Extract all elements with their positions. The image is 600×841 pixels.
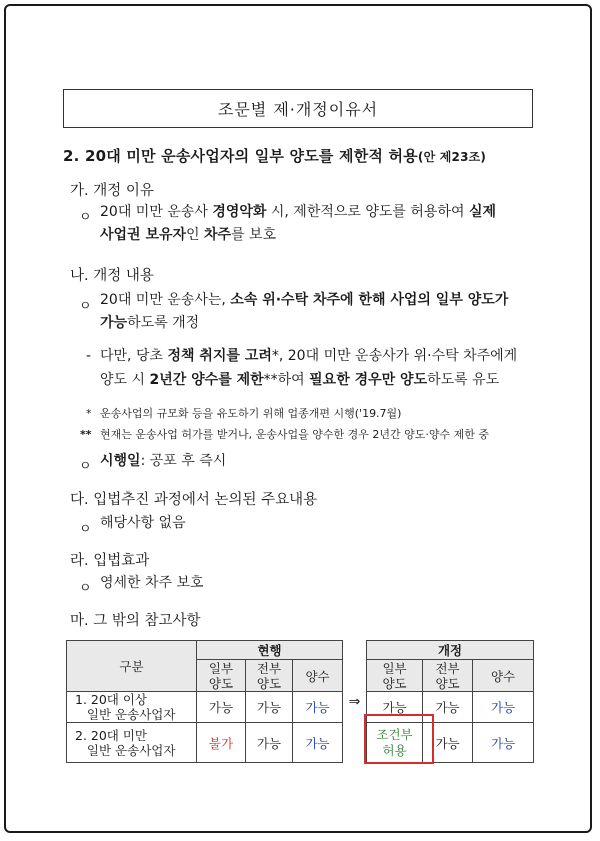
na-line-2: 가능하도록 개정 (100, 315, 200, 331)
da-line: 해당사항 없음 (100, 515, 186, 531)
footnote-1: * 운송사업의 규모화 등을 유도하기 위해 업종개편 시행('19.7월) (86, 407, 402, 420)
bullet-marker: ㅇ (79, 210, 92, 225)
ra-line: 영세한 차주 보호 (100, 575, 204, 591)
cell-value: 가능 (246, 723, 293, 763)
cell-value-highlighted: 조건부 허용 (367, 723, 423, 763)
row-label: 2. 20대 미만 일반 운송사업자 (67, 723, 197, 763)
bullet-marker: ㅇ (79, 522, 92, 537)
cell-value: 가능 (473, 723, 534, 763)
bullet-marker: ㅇ (79, 299, 92, 314)
dash-marker: - (86, 348, 92, 364)
row-label: 1. 20대 이상 일반 운송사업자 (67, 692, 197, 723)
document-title-text: 조문별 제·개정이유서 (217, 100, 379, 119)
arrow-icon: ⇒ (343, 641, 367, 763)
section-title: 2. 20대 미만 운송사업자의 일부 양도를 제한적 허용(안 제23조) (63, 147, 487, 165)
table-row (67, 692, 534, 723)
footnote-2: ** 현재는 운송사업 허가를 받거나, 운송사업을 양수한 경우 2년간 양도·양수 제한 중 (80, 428, 489, 441)
table-row (67, 723, 534, 763)
header-category: 구분 (67, 641, 197, 692)
ga-line-1: 20대 미만 운송사 경영악화 시, 제한적으로 양도를 허용하여 실제 (100, 204, 496, 220)
header-revised-acquire: 양수 (473, 660, 534, 692)
comparison-table (66, 640, 534, 763)
subsection-na-title: 나. 개정 내용 (70, 268, 154, 284)
cell-value: 가능 (293, 692, 343, 723)
na-dash-line-2: 양도 시 2년간 양수를 제한**하여 필요한 경우만 양도하도록 유도 (100, 372, 500, 388)
header-current-partial: 일부 양도 (197, 660, 246, 692)
cell-value: 가능 (293, 723, 343, 763)
bullet-marker: ㅇ (79, 459, 92, 474)
cell-value: 가능 (246, 692, 293, 723)
bullet-marker: ㅇ (79, 581, 92, 596)
header-current: 현행 (197, 641, 343, 660)
document-title (63, 89, 533, 128)
highlight-box (364, 714, 434, 764)
cell-value: 가능 (367, 692, 423, 723)
na-dash-line-1: 다만, 당초 정책 취지를 고려*, 20대 미만 운송사가 위·수탁 차주에게 (100, 348, 518, 364)
subsection-ma-title: 마. 그 밖의 참고사항 (70, 613, 201, 629)
header-revised: 개정 (367, 641, 534, 660)
cell-value: 가능 (423, 692, 473, 723)
subsection-ga-title: 가. 개정 이유 (70, 183, 154, 199)
effective-date: 시행일: 공포 후 즉시 (100, 453, 227, 469)
subsection-ra-title: 라. 입법효과 (70, 553, 150, 569)
na-line-1: 20대 미만 운송사는, 소속 위·수탁 차주에 한해 사업의 일부 양도가 (100, 292, 509, 308)
cell-value: 가능 (423, 723, 473, 763)
header-current-acquire: 양수 (293, 660, 343, 692)
cell-value: 가능 (197, 692, 246, 723)
header-current-full: 전부 양도 (246, 660, 293, 692)
cell-value: 불가 (197, 723, 246, 763)
header-revised-partial: 일부 양도 (367, 660, 423, 692)
cell-value: 가능 (473, 692, 534, 723)
header-revised-full: 전부 양도 (423, 660, 473, 692)
ga-line-2: 사업권 보유자인 차주를 보호 (100, 227, 277, 243)
subsection-da-title: 다. 입법추진 과정에서 논의된 주요내용 (70, 492, 318, 508)
